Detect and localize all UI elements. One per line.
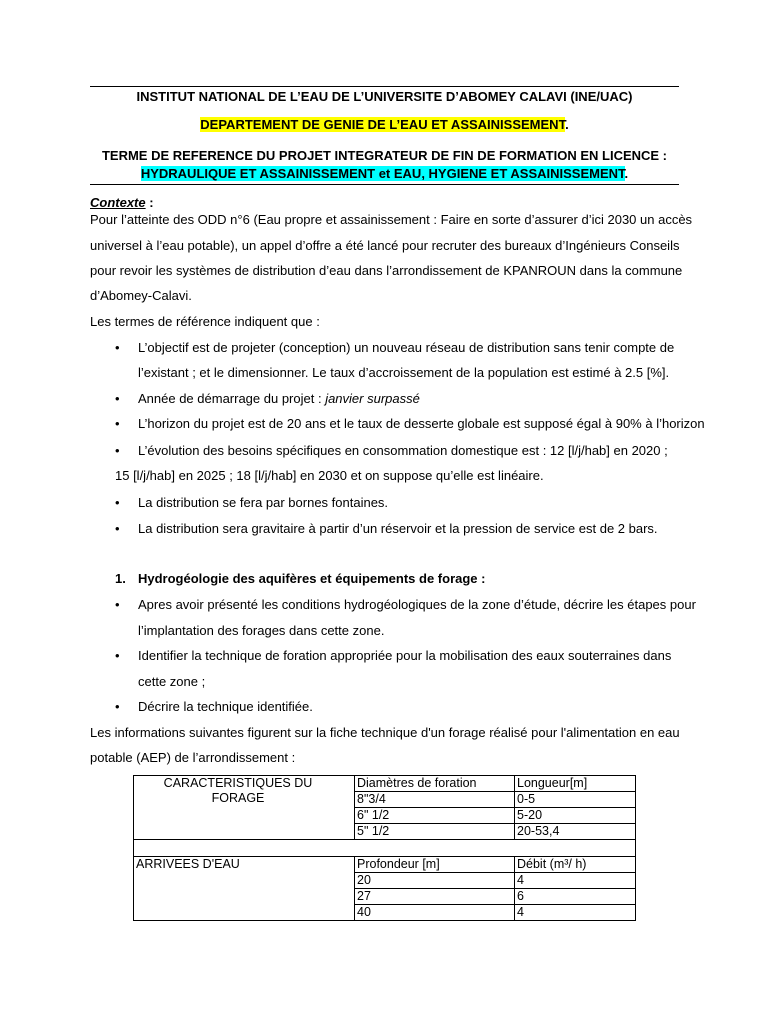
table-cell: 5-20 [515, 808, 636, 824]
bullet-glyph: • [115, 495, 120, 510]
tor-bullet-3: L’horizon du projet est de 20 ans et le taux de desserte globale est supposé égal à 90% à l’horizon [138, 416, 705, 431]
title-line-2: HYDRAULIQUE ET ASSAINISSEMENT et EAU, HYGIENE ET ASSAINISSEMENT. [140, 166, 629, 181]
top-rule [90, 86, 679, 87]
bullet-glyph: • [115, 648, 120, 663]
title-line-2-text: HYDRAULIQUE ET ASSAINISSEMENT et EAU, HYGIENE ET ASSAINISSEMENT [140, 166, 625, 181]
bullet-glyph: • [115, 416, 120, 431]
table-cell: 20-53,4 [515, 824, 636, 840]
tor-bullet-1a: L’objectif est de projeter (conception) un nouveau réseau de distribution sans tenir compte de [138, 340, 675, 355]
diameter-header: Diamètres de foration [355, 776, 515, 792]
bullet-glyph: • [115, 521, 120, 536]
table-cell: 6" 1/2 [355, 808, 515, 824]
start-year-value: janvier surpassé [325, 391, 420, 406]
table-cell: 20 [355, 873, 515, 889]
table-cell: 0-5 [515, 792, 636, 808]
depth-header: Profondeur [m] [355, 857, 515, 873]
table-spacer [134, 840, 636, 857]
table-row [134, 776, 636, 792]
context-line-4: d’Abomey-Calavi. [90, 288, 192, 303]
tor-bullet-5: La distribution se fera par bornes fontaines. [138, 495, 389, 510]
water-inflow-label: ARRIVEES D'EAU [134, 857, 355, 921]
bullet-glyph: • [115, 391, 120, 406]
tor-bullet-4b: 15 [l/j/hab] en 2025 ; 18 [l/j/hab] en 2030 et on suppose qu’elle est linéaire. [115, 468, 544, 483]
s1-bullet-1b: l’implantation des forages dans cette zone. [138, 623, 385, 638]
table-cell: 40 [355, 905, 515, 921]
tor-bullet-1b: l’existant ; et le dimensionner. Le taux d’accroissement de la population est estimé à 2.5 [%]. [138, 365, 670, 380]
s1-bullet-3: Décrire la technique identifiée. [138, 699, 313, 714]
length-header: Longueur[m] [515, 776, 636, 792]
info-line-2: potable (AEP) de l’arrondissement : [90, 750, 296, 765]
bullet-glyph: • [115, 443, 120, 458]
borehole-table [133, 775, 636, 921]
bullet-glyph: • [115, 597, 120, 612]
section-1-number: 1. [115, 571, 126, 586]
table-cell: 4 [515, 905, 636, 921]
department-text: DEPARTEMENT DE GENIE DE L’EAU ET ASSAINISSEMENT [200, 117, 566, 132]
table-spacer-row [134, 840, 636, 857]
s1-bullet-1a: Apres avoir présenté les conditions hydrogéologiques de la zone d’étude, décrire les étapes pour [138, 597, 696, 612]
table-cell: 8"3/4 [355, 792, 515, 808]
context-line-1: Pour l’atteinte des ODD n°6 (Eau propre et assainissement : Faire en sorte d’assurer d’ici 2030 un accès [90, 212, 693, 227]
table-cell: 27 [355, 889, 515, 905]
tor-bullet-4a: L’évolution des besoins spécifiques en consommation domestique est : 12 [l/j/hab] en 2020 ; [138, 443, 668, 458]
tor-bullet-2: Année de démarrage du projet : janvier surpassé [138, 391, 420, 406]
s1-bullet-2a: Identifier la technique de foration appropriée pour la mobilisation des eaux souterraines dans [138, 648, 672, 663]
table-cell: 6 [515, 889, 636, 905]
title-rule [90, 184, 679, 185]
s1-bullet-2b: cette zone ; [138, 674, 206, 689]
characteristics-label: CARACTERISTIQUES DU FORAGE [134, 776, 355, 840]
institute-heading: INSTITUT NATIONAL DE L’EAU DE L’UNIVERSITE D’ABOMEY CALAVI (INE/UAC) [136, 89, 633, 104]
bullet-glyph: • [115, 699, 120, 714]
info-line-1: Les informations suivantes figurent sur la fiche technique d'un forage réalisé pour l'alimentation en eau [90, 725, 680, 740]
title-line-1: TERME DE REFERENCE DU PROJET INTEGRATEUR DE FIN DE FORMATION EN LICENCE : [101, 148, 668, 163]
bullet-glyph: • [115, 340, 120, 355]
flow-header: Débit (m³/ h) [515, 857, 636, 873]
tor-intro: Les termes de référence indiquent que : [90, 314, 320, 329]
context-heading: Contexte : [90, 195, 154, 210]
table-row [134, 857, 636, 873]
section-1-title: Hydrogéologie des aquifères et équipements de forage : [138, 571, 486, 586]
tor-bullet-6: La distribution sera gravitaire à partir d’un réservoir et la pression de service est de 2 bars. [138, 521, 658, 536]
context-line-3: pour revoir les systèmes de distribution d’eau dans l’arrondissement de KPANROUN dans la commune [90, 263, 683, 278]
table-cell: 5" 1/2 [355, 824, 515, 840]
department-heading: DEPARTEMENT DE GENIE DE L’EAU ET ASSAINISSEMENT. [200, 117, 569, 132]
context-line-2: universel à l’eau potable), un appel d’offre a été lancé pour recruter des bureaux d’Ingénieurs Conseils [90, 238, 680, 253]
table-cell: 4 [515, 873, 636, 889]
